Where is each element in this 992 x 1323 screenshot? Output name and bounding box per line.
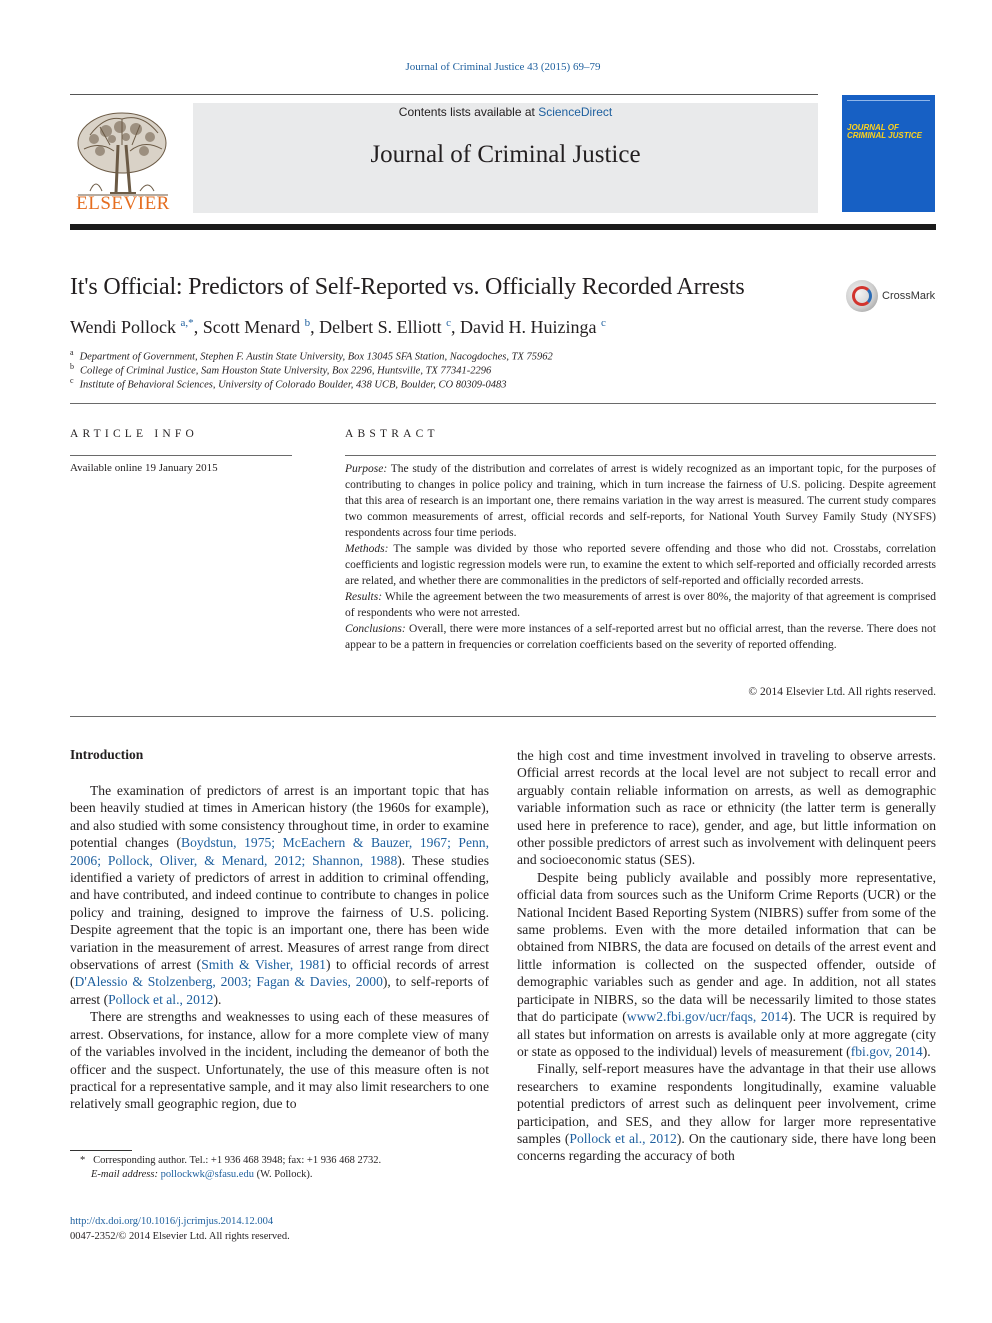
author-affiliation-mark[interactable]: b [304, 317, 311, 329]
cover-header-bar [847, 100, 930, 107]
citation-link[interactable]: Smith & Visher, 1981 [201, 957, 326, 973]
corresponding-author-footnote [70, 1154, 490, 1182]
abstract-purpose-text: The study of the distribution and correlates of arrest is widely recognized as an important topic, for the purposes of contributing to changes in police policy and training, which in turn increase the fairness of U.S. policing. Despite agreement that this area of research is an important one, there remains variation in the way arrest is measured. The current study compares two common measurements of arrest, official records and self-reports, for National Youth Survey Family Study (NYSFS) respondents across four time periods. [345, 463, 936, 539]
header-divider [70, 94, 818, 95]
affiliation-text: College of Criminal Justice, Sam Houston State University, Box 2296, Huntsville, TX 77341-2296 [80, 365, 492, 377]
abstract-methods-text: The sample was divided by those who reported severe offending and those who did not. Crosstabs, correlation coefficients and logistic regression models were run, to examine the extent to which self-reported and officially recorded arrests are related, and whether there are commonalities in the predictors of self-reported and officially recorded arrests. [345, 543, 936, 587]
paragraph-text: ). On the cautionary side, there have long been concerns regarding the accuracy of both [517, 1130, 936, 1164]
affiliation-mark: a [70, 348, 74, 357]
abstract-purpose [345, 461, 936, 541]
email-label: E-mail address: [91, 1169, 158, 1180]
crossmark-badge[interactable] [846, 280, 936, 316]
abstract-divider [345, 455, 936, 456]
elsevier-wordmark: ELSEVIER [76, 193, 170, 214]
affiliation-text: Department of Government, Stephen F. Austin State University, Box 13045 SFA Station, Nacogdoches, TX 75962 [79, 351, 553, 363]
elsevier-logo [70, 105, 176, 217]
body-paragraph: There are strengths and weaknesses to using each of these measures of arrest. Observations, for instance, allow for a more complete view of many of the variables involved in the incident, including the demeanor of both the officer and the suspect. Unfortunately, the use of this measure often is not practical for a representative sample, and it may also limit researchers to one relatively small geographic region, due to [70, 1009, 489, 1112]
doi-link[interactable]: http://dx.doi.org/10.1016/j.jcrimjus.2014.12.004 [70, 1216, 274, 1227]
footnote-line [70, 1154, 490, 1168]
footnote-divider [70, 1150, 132, 1151]
paragraph-text: ). These studies identified a variety of predictors of arrest in addition to criminal offending, and have contributed, and indeed continue to contribute to changes in police policy and training, designed to improve the fairness of U.S. policing. Despite agreement that the topic is an important one, there has been wide variation in the measurement of arrest. Measures of arrest range from direct observations of arrest ( [70, 852, 489, 973]
body-paragraph [517, 1060, 936, 1164]
affiliation [70, 362, 491, 377]
author-name[interactable]: Delbert S. Elliott [319, 317, 442, 337]
paragraph-text: Finally, self-report measures have the advantage in that their use allows researchers to examine respondents longitudinally, examine valuable potential predictors of arrest such as delinquent peer involvement, crime participation, and SES, and they allow for larger more representative samples ( [517, 1061, 936, 1146]
citation-link[interactable]: fbi.gov, 2014 [850, 1043, 923, 1059]
affiliation [70, 376, 507, 391]
abstract-conclusions-text: Overall, there were more instances of a self-reported arrest but no official arrest, than the reverse. There does not appear to be a pattern in frequencies or correlation coefficients based on the severity of reported offending. [345, 623, 936, 651]
doi-block [70, 1214, 290, 1244]
abstract-bottom-divider [70, 716, 936, 717]
paragraph-text: ). The UCR is required by all states but information on arrests is available only at more aggregate (city or state as opposed to the individual) levels of measurement ( [517, 1009, 936, 1059]
author-name[interactable]: Scott Menard [202, 317, 301, 337]
body-paragraph: the high cost and time investment involved in traveling to observe arrests. Official arrest records at the local level are not subject to recall error and arguably contain reliable information on arrests, as well as demographic variable information such as race or ethnicity (the latter term is generally used here in preference to race), gender, and age, but little information on other possible predictors of arrest such as involvement with delinquent peers and socioeconomic status (SES). [517, 748, 936, 868]
abstract-conclusions-label: Conclusions: [345, 623, 406, 635]
author-list [70, 317, 606, 338]
citation-link[interactable]: D'Alessio & Stolzenberg, 2003; Fagan & Davies, 2000 [74, 974, 383, 990]
paragraph-text: ). [213, 991, 222, 1007]
email-link[interactable]: pollockwk@sfasu.edu [160, 1169, 254, 1180]
article-info-heading: ARTICLE INFO [70, 428, 198, 440]
cover-title: JOURNAL OF CRIMINAL JUSTICE [847, 123, 922, 140]
paragraph-text: ). [922, 1043, 931, 1059]
journal-title: Journal of Criminal Justice [370, 141, 641, 168]
contents-availability [193, 105, 818, 119]
issn-copyright: 0047-2352/© 2014 Elsevier Ltd. All rights reserved. [70, 1231, 290, 1242]
available-online-date: Available online 19 January 2015 [70, 462, 218, 474]
crossmark-icon [846, 280, 878, 312]
paragraph-text: ) to official records of arrest ( [70, 957, 489, 990]
footnote-email-line [70, 1168, 490, 1182]
citation-link[interactable]: Pollock et al., 2012 [108, 991, 214, 1007]
citation-link[interactable]: www2.fbi.gov/ucr/faqs, 2014 [626, 1009, 789, 1025]
author-affiliation-mark[interactable]: c [601, 317, 606, 329]
abstract-results-text: While the agreement between the two measurements of arrest is over 80%, the majority of that agreement is comprised of respondents who were not arrested. [345, 591, 936, 619]
affiliation [70, 348, 553, 363]
abstract-heading: ABSTRACT [345, 428, 439, 440]
abstract-methods-label: Methods: [345, 543, 389, 555]
abstract-body [345, 461, 936, 653]
article-title: It's Official: Predictors of Self-Reported vs. Officially Recorded Arrests [70, 274, 745, 300]
author-name[interactable]: Wendi Pollock [70, 317, 177, 337]
section-heading-introduction: Introduction [70, 747, 144, 762]
abstract-conclusions [345, 621, 936, 653]
abstract-methods [345, 541, 936, 589]
sciencedirect-link[interactable]: ScienceDirect [538, 105, 613, 119]
affiliation-mark: c [70, 376, 74, 385]
author-name[interactable]: David H. Huizinga [460, 317, 597, 337]
abstract-results-label: Results: [345, 591, 383, 603]
journal-citation[interactable]: Journal of Criminal Justice 43 (2015) 69–79 [405, 61, 601, 73]
footnote-contact: Corresponding author. Tel.: +1 936 468 3948; fax: +1 936 468 2732. [93, 1155, 382, 1166]
header-rule [70, 224, 936, 230]
footnote-mark: * [80, 1155, 86, 1166]
affiliation-divider [70, 403, 936, 404]
author-separator: , [193, 317, 203, 337]
abstract-copyright: © 2014 Elsevier Ltd. All rights reserved. [748, 686, 936, 698]
paragraph-text: ), to self-reports of arrest ( [70, 974, 489, 1007]
author-affiliation-mark[interactable]: a,* [180, 317, 194, 329]
journal-cover-thumbnail[interactable] [842, 95, 935, 212]
citation-link[interactable]: Boydstun, 1975; McEachern & Bauzer, 1967; Penn, 2006; Pollock, Oliver, & Menard, 2012; Shannon, 1988 [70, 835, 489, 868]
author-separator: , [451, 317, 461, 337]
email-suffix: (W. Pollock). [253, 1169, 313, 1180]
abstract-results [345, 589, 936, 621]
paragraph-text: The examination of predictors of arrest is an important topic that has been heavily studied at times in American history (the 1960s for example), and also studied with some consistency throughout time, in order to examine potential changes ( [70, 783, 489, 851]
crossmark-label: CrossMark [882, 290, 936, 302]
author-affiliation-mark[interactable]: c [446, 317, 452, 329]
paragraph-text: Despite being publicly available and possibly more representative, official data from sources such as the Uniform Crime Reports (UCR) or the National Incident Based Reporting System (NIBRS) suffer from some of the same problems. Even with the more detailed information that can be obtained from NIBRS, the data are focused on details of the arrest event and little information is collected on the suspected offender, outside of demographic variables such as gender and age. In addition, not all states participate in NIBRS, so the data will be necessarily limited to those states that do participate ( [517, 869, 936, 1025]
citation-link[interactable]: Pollock et al., 2012 [569, 1130, 677, 1146]
body-left-column [70, 782, 489, 1113]
body-right-column [517, 747, 936, 1165]
abstract-purpose-label: Purpose: [345, 463, 388, 475]
body-paragraph [517, 869, 936, 1060]
affiliation-text: Institute of Behavioral Sciences, University of Colorado Boulder, 438 UCB, Boulder, CO 80309-0483 [79, 379, 507, 391]
article-info-divider [70, 455, 292, 456]
author-separator: , [310, 317, 320, 337]
body-paragraph [70, 782, 489, 1008]
affiliation-mark: b [70, 362, 74, 371]
contents-prefix: Contents lists available at [398, 105, 539, 119]
